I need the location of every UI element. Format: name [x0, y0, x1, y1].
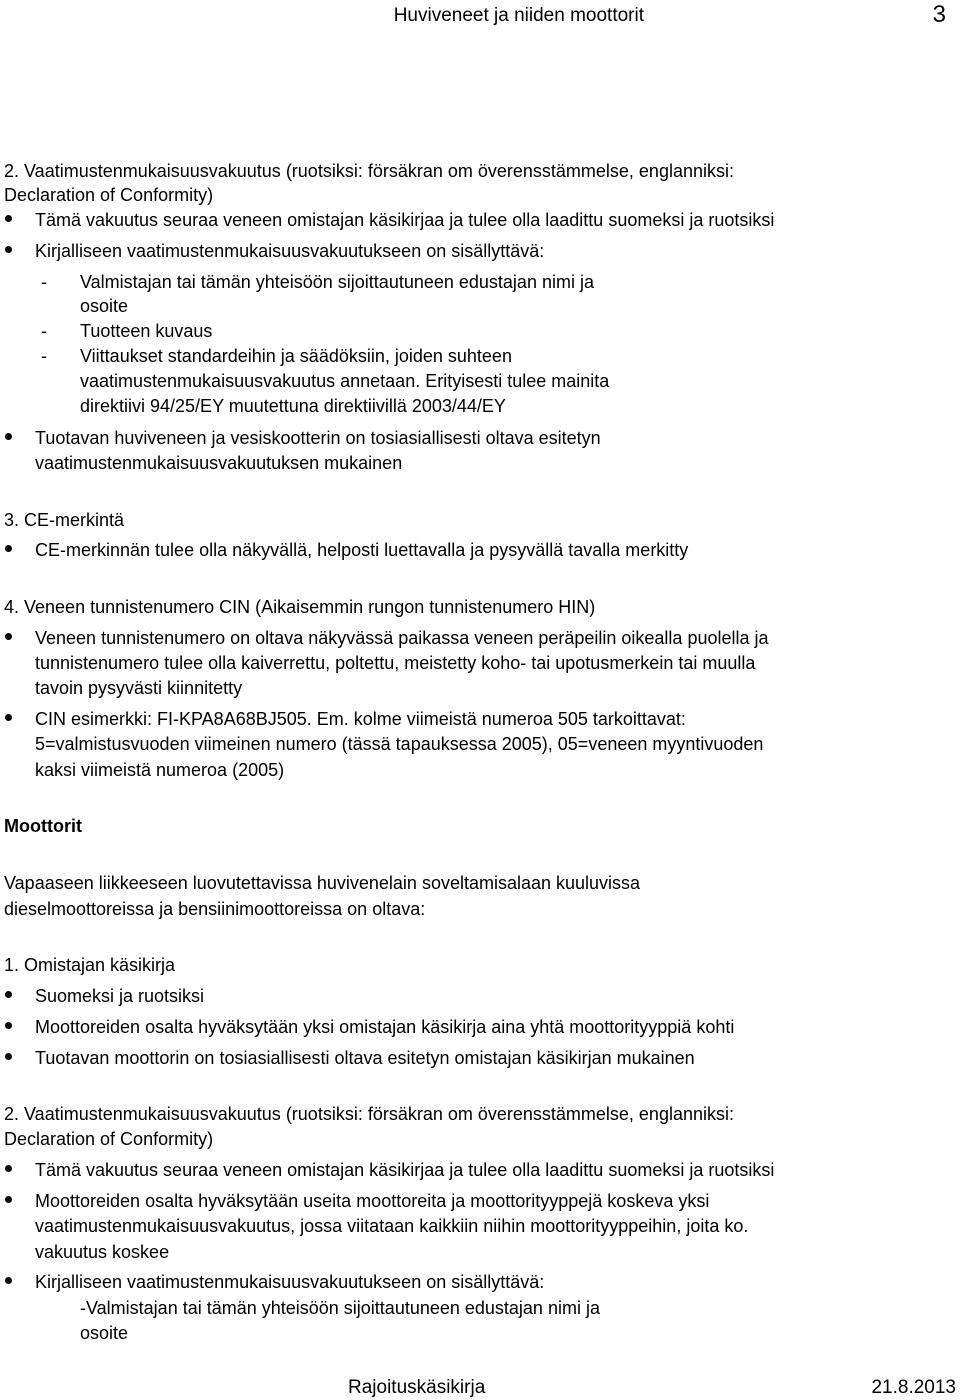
bullet-icon [5, 1196, 12, 1203]
bullet-icon [5, 633, 12, 640]
bullet-icon [5, 433, 12, 440]
moottorit-title: Moottorit [4, 816, 82, 836]
moottorit-s2-dash1-line2: osoite [80, 1323, 129, 1343]
moottorit-s2-bullet3: Kirjalliseen vaatimustenmukaisuusvakuutukseen on sisällyttävä: [35, 1272, 545, 1292]
section2-heading-line1: 2. Vaatimustenmukaisuusvakuutus (ruotsiksi: försäkran om överensstämmelse, englanniksi: [4, 161, 734, 181]
section3-heading: 3. CE-merkintä [4, 510, 125, 530]
section2-dash1-line2: osoite [80, 296, 129, 316]
bullet-icon [5, 1053, 12, 1060]
section3-bullet1: CE-merkinnän tulee olla näkyvällä, helposti luettavalla ja pysyvällä tavalla merkitty [35, 540, 689, 560]
dash-marker: - [41, 321, 47, 341]
bullet-icon [5, 545, 12, 552]
section2-bullet1: Tämä vakuutus seuraa veneen omistajan käsikirjaa ja tulee olla laadittu suomeksi ja ruotsiksi [35, 210, 775, 230]
page-header-title: Huviveneet ja niiden moottorit [393, 5, 644, 26]
section2-dash2: Tuotteen kuvaus [80, 321, 213, 341]
bullet-icon [5, 1277, 12, 1284]
section2-dash1-line1: Valmistajan tai tämän yhteisöön sijoittautuneen edustajan nimi ja [80, 272, 594, 292]
moottorit-s2-bullet2-line1: Moottoreiden osalta hyväksytään useita moottoreita ja moottorityyppejä koskeva yksi [35, 1191, 710, 1211]
section4-bullet2-line2: 5=valmistusvuoden viimeinen numero (tässä tapauksessa 2005), 05=veneen myyntivuoden [35, 734, 764, 754]
bullet-icon [5, 246, 12, 253]
moottorit-s1-bullet2: Moottoreiden osalta hyväksytään yksi omistajan käsikirja aina yhtä moottorityyppiä kohti [35, 1017, 735, 1037]
dash-marker: - [41, 346, 47, 366]
section4-bullet1-line2: tunnistenumero tulee olla kaiverrettu, poltettu, meistetty koho- tai upotusmerkein tai muulla [35, 653, 756, 673]
section2-bullet2: Kirjalliseen vaatimustenmukaisuusvakuutukseen on sisällyttävä: [35, 241, 545, 261]
moottorit-s2-bullet2-line3: vakuutus koskee [35, 1242, 170, 1262]
section2-heading-line2: Declaration of Conformity) [4, 185, 214, 205]
bullet-icon [5, 714, 12, 721]
moottorit-section2-heading-line1: 2. Vaatimustenmukaisuusvakuutus (ruotsiksi: försäkran om överensstämmelse, englanniksi: [4, 1104, 734, 1124]
moottorit-section2-heading-line2: Declaration of Conformity) [4, 1129, 214, 1149]
footer-date: 21.8.2013 [871, 1377, 956, 1398]
moottorit-s2-dash1-line1: -Valmistajan tai tämän yhteisöön sijoittautuneen edustajan nimi ja [80, 1298, 600, 1318]
bullet-icon [5, 991, 12, 998]
section2-dash3-line1: Viittaukset standardeihin ja säädöksiin, joiden suhteen [80, 346, 512, 366]
section2-bullet3-line1: Tuotavan huviveneen ja vesiskootterin on tosiasiallisesti oltava esitetyn [35, 428, 601, 448]
section4-bullet1-line3: tavoin pysyvästi kiinnitetty [35, 678, 243, 698]
page-number: 3 [932, 1, 946, 28]
section4-bullet2-line1: CIN esimerkki: FI-KPA8A68BJ505. Em. kolme viimeistä numeroa 505 tarkoittavat: [35, 709, 686, 729]
section2-dash3-line2: vaatimustenmukaisuusvakuutus annetaan. Erityisesti tulee mainita [80, 371, 610, 391]
section2-dash3-line3: direktiivi 94/25/EY muutettuna direktiivillä 2003/44/EY [80, 396, 506, 416]
bullet-icon [5, 1165, 12, 1172]
moottorit-section1-heading: 1. Omistajan käsikirja [4, 955, 176, 975]
moottorit-s1-bullet3: Tuotavan moottorin on tosiasiallisesti oltava esitetyn omistajan käsikirjan mukainen [35, 1048, 695, 1068]
section4-bullet2-line3: kaksi viimeistä numeroa (2005) [35, 760, 285, 780]
section4-bullet1-line1: Veneen tunnistenumero on oltava näkyvässä paikassa veneen peräpeilin oikealla puolella ja [35, 628, 769, 648]
section2-bullet3-line2: vaatimustenmukaisuusvakuutuksen mukainen [35, 453, 403, 473]
bullet-icon [5, 1022, 12, 1029]
moottorit-s2-bullet2-line2: vaatimustenmukaisuusvakuutus, jossa viitataan kaikkiin niihin moottorityyppeihin, joita ko. [35, 1216, 749, 1236]
moottorit-s1-bullet1: Suomeksi ja ruotsiksi [35, 986, 205, 1006]
moottorit-intro-line2: dieselmoottoreissa ja bensiinimoottoreissa on oltava: [4, 899, 426, 919]
moottorit-s2-bullet1: Tämä vakuutus seuraa veneen omistajan käsikirjaa ja tulee olla laadittu suomeksi ja ruotsiksi [35, 1160, 775, 1180]
section4-heading: 4. Veneen tunnistenumero CIN (Aikaisemmin rungon tunnistenumero HIN) [4, 597, 596, 617]
bullet-icon [5, 215, 12, 222]
footer-document-name: Rajoituskäsikirja [348, 1377, 486, 1398]
dash-marker: - [41, 272, 47, 292]
moottorit-intro-line1: Vapaaseen liikkeeseen luovutettavissa huvivenelain soveltamisalaan kuuluvissa [4, 873, 641, 893]
